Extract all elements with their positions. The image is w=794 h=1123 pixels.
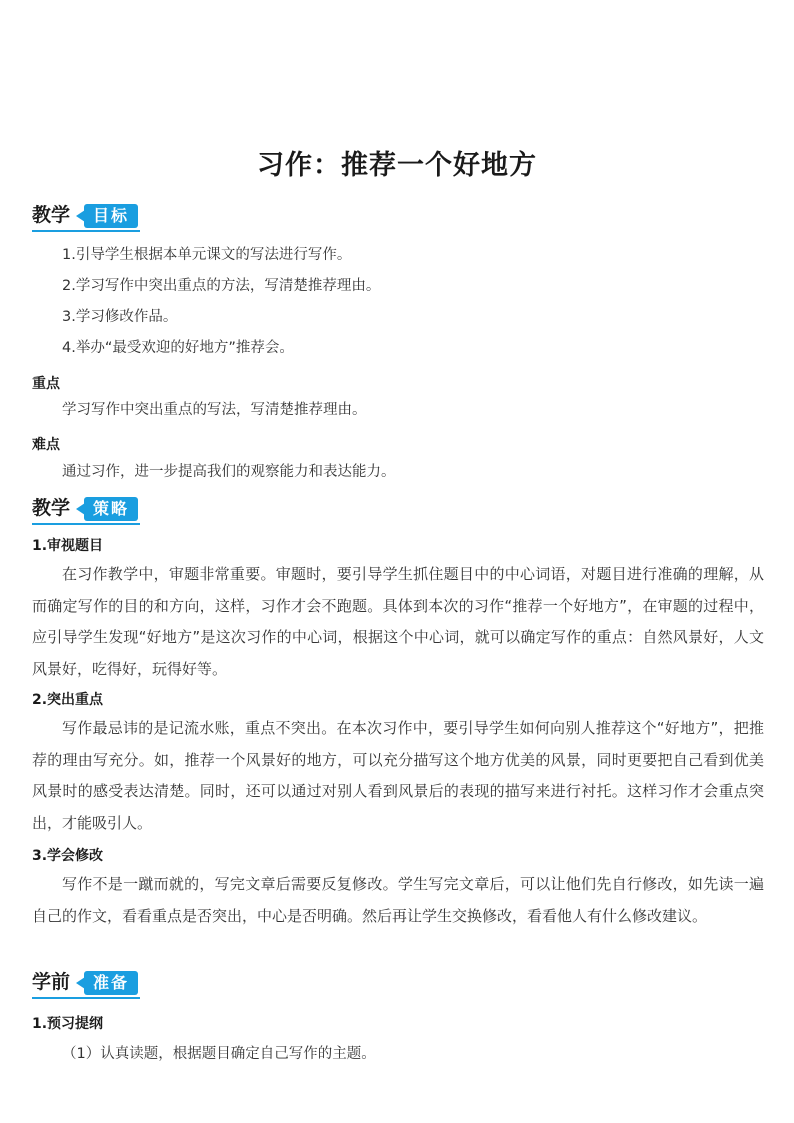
section-tag-wrap <box>76 497 138 521</box>
section-underline <box>32 230 140 232</box>
difficulty-text: 通过习作，进一步提高我们的观察能力和表达能力。 <box>62 464 396 480</box>
objective-item: 2.学习写作中突出重点的方法，写清楚推荐理由。 <box>62 278 381 294</box>
strategy-paragraph: 写作不是一蹴而就的，写完文章后需要反复修改。学生写完文章后，可以让他们先自行修改，如先读一遍自己的作文，看看重点是否突出，中心是否明确。然后再让学生交换修改，看看他人有什么修改建议。 <box>32 875 764 925</box>
section-tag-wrap <box>76 971 138 995</box>
key-point-text: 学习写作中突出重点的写法，写清楚推荐理由。 <box>62 402 367 418</box>
difficulty-heading: 难点 <box>32 437 60 453</box>
section-lead: 教学 <box>32 497 71 519</box>
strategy-heading: 3.学会修改 <box>32 848 104 864</box>
section-tag: 策略 <box>84 497 138 521</box>
section-tag-wrap <box>76 204 138 228</box>
objective-item: 4.举办“最受欢迎的好地方”推荐会。 <box>62 340 294 356</box>
section-lead: 教学 <box>32 204 71 226</box>
section-header-prep <box>32 968 142 998</box>
strategy-paragraph: 写作最忌讳的是记流水账，重点不突出。在本次习作中，要引导学生如何向别人推荐这个“好地方”，把推荐的理由写充分。如，推荐一个风景好的地方，可以充分描写这个地方优美的风景，同时更要把自己看到优美风景时的感受表达清楚。同时，还可以通过对别人看到风景后的表现的描写来进行衬托。这样习作才会重点突出，才能吸引人。 <box>32 719 764 832</box>
objective-item: 1.引导学生根据本单元课文的写法进行写作。 <box>62 247 352 263</box>
objective-item: 3.学习修改作品。 <box>62 309 178 325</box>
section-underline <box>32 523 140 525</box>
section-tag: 准备 <box>84 971 138 995</box>
section-tag: 目标 <box>84 204 138 228</box>
section-underline <box>32 997 140 999</box>
strategy-paragraph: 在习作教学中，审题非常重要。审题时，要引导学生抓住题目中的中心词语，对题目进行准确的理解，从而确定写作的目的和方向，这样，习作才会不跑题。具体到本次的习作“推荐一个好地方”，在审题的过程中，应引导学生发现“好地方”是这次习作的中心词，根据这个中心词，就可以确定写作的重点：自然风景好，人文风景好，吃得好，玩得好等。 <box>32 565 764 678</box>
section-header-objectives <box>32 201 142 231</box>
key-point-heading: 重点 <box>32 376 60 392</box>
section-header-strategy <box>32 494 142 524</box>
page-title: 习作：推荐一个好地方 <box>257 150 537 181</box>
prep-heading: 1.预习提纲 <box>32 1016 104 1032</box>
strategy-heading: 2.突出重点 <box>32 692 104 708</box>
strategy-heading: 1.审视题目 <box>32 538 104 554</box>
prep-line: （1）认真读题，根据题目确定自己写作的主题。 <box>62 1046 376 1062</box>
section-lead: 学前 <box>32 971 71 993</box>
